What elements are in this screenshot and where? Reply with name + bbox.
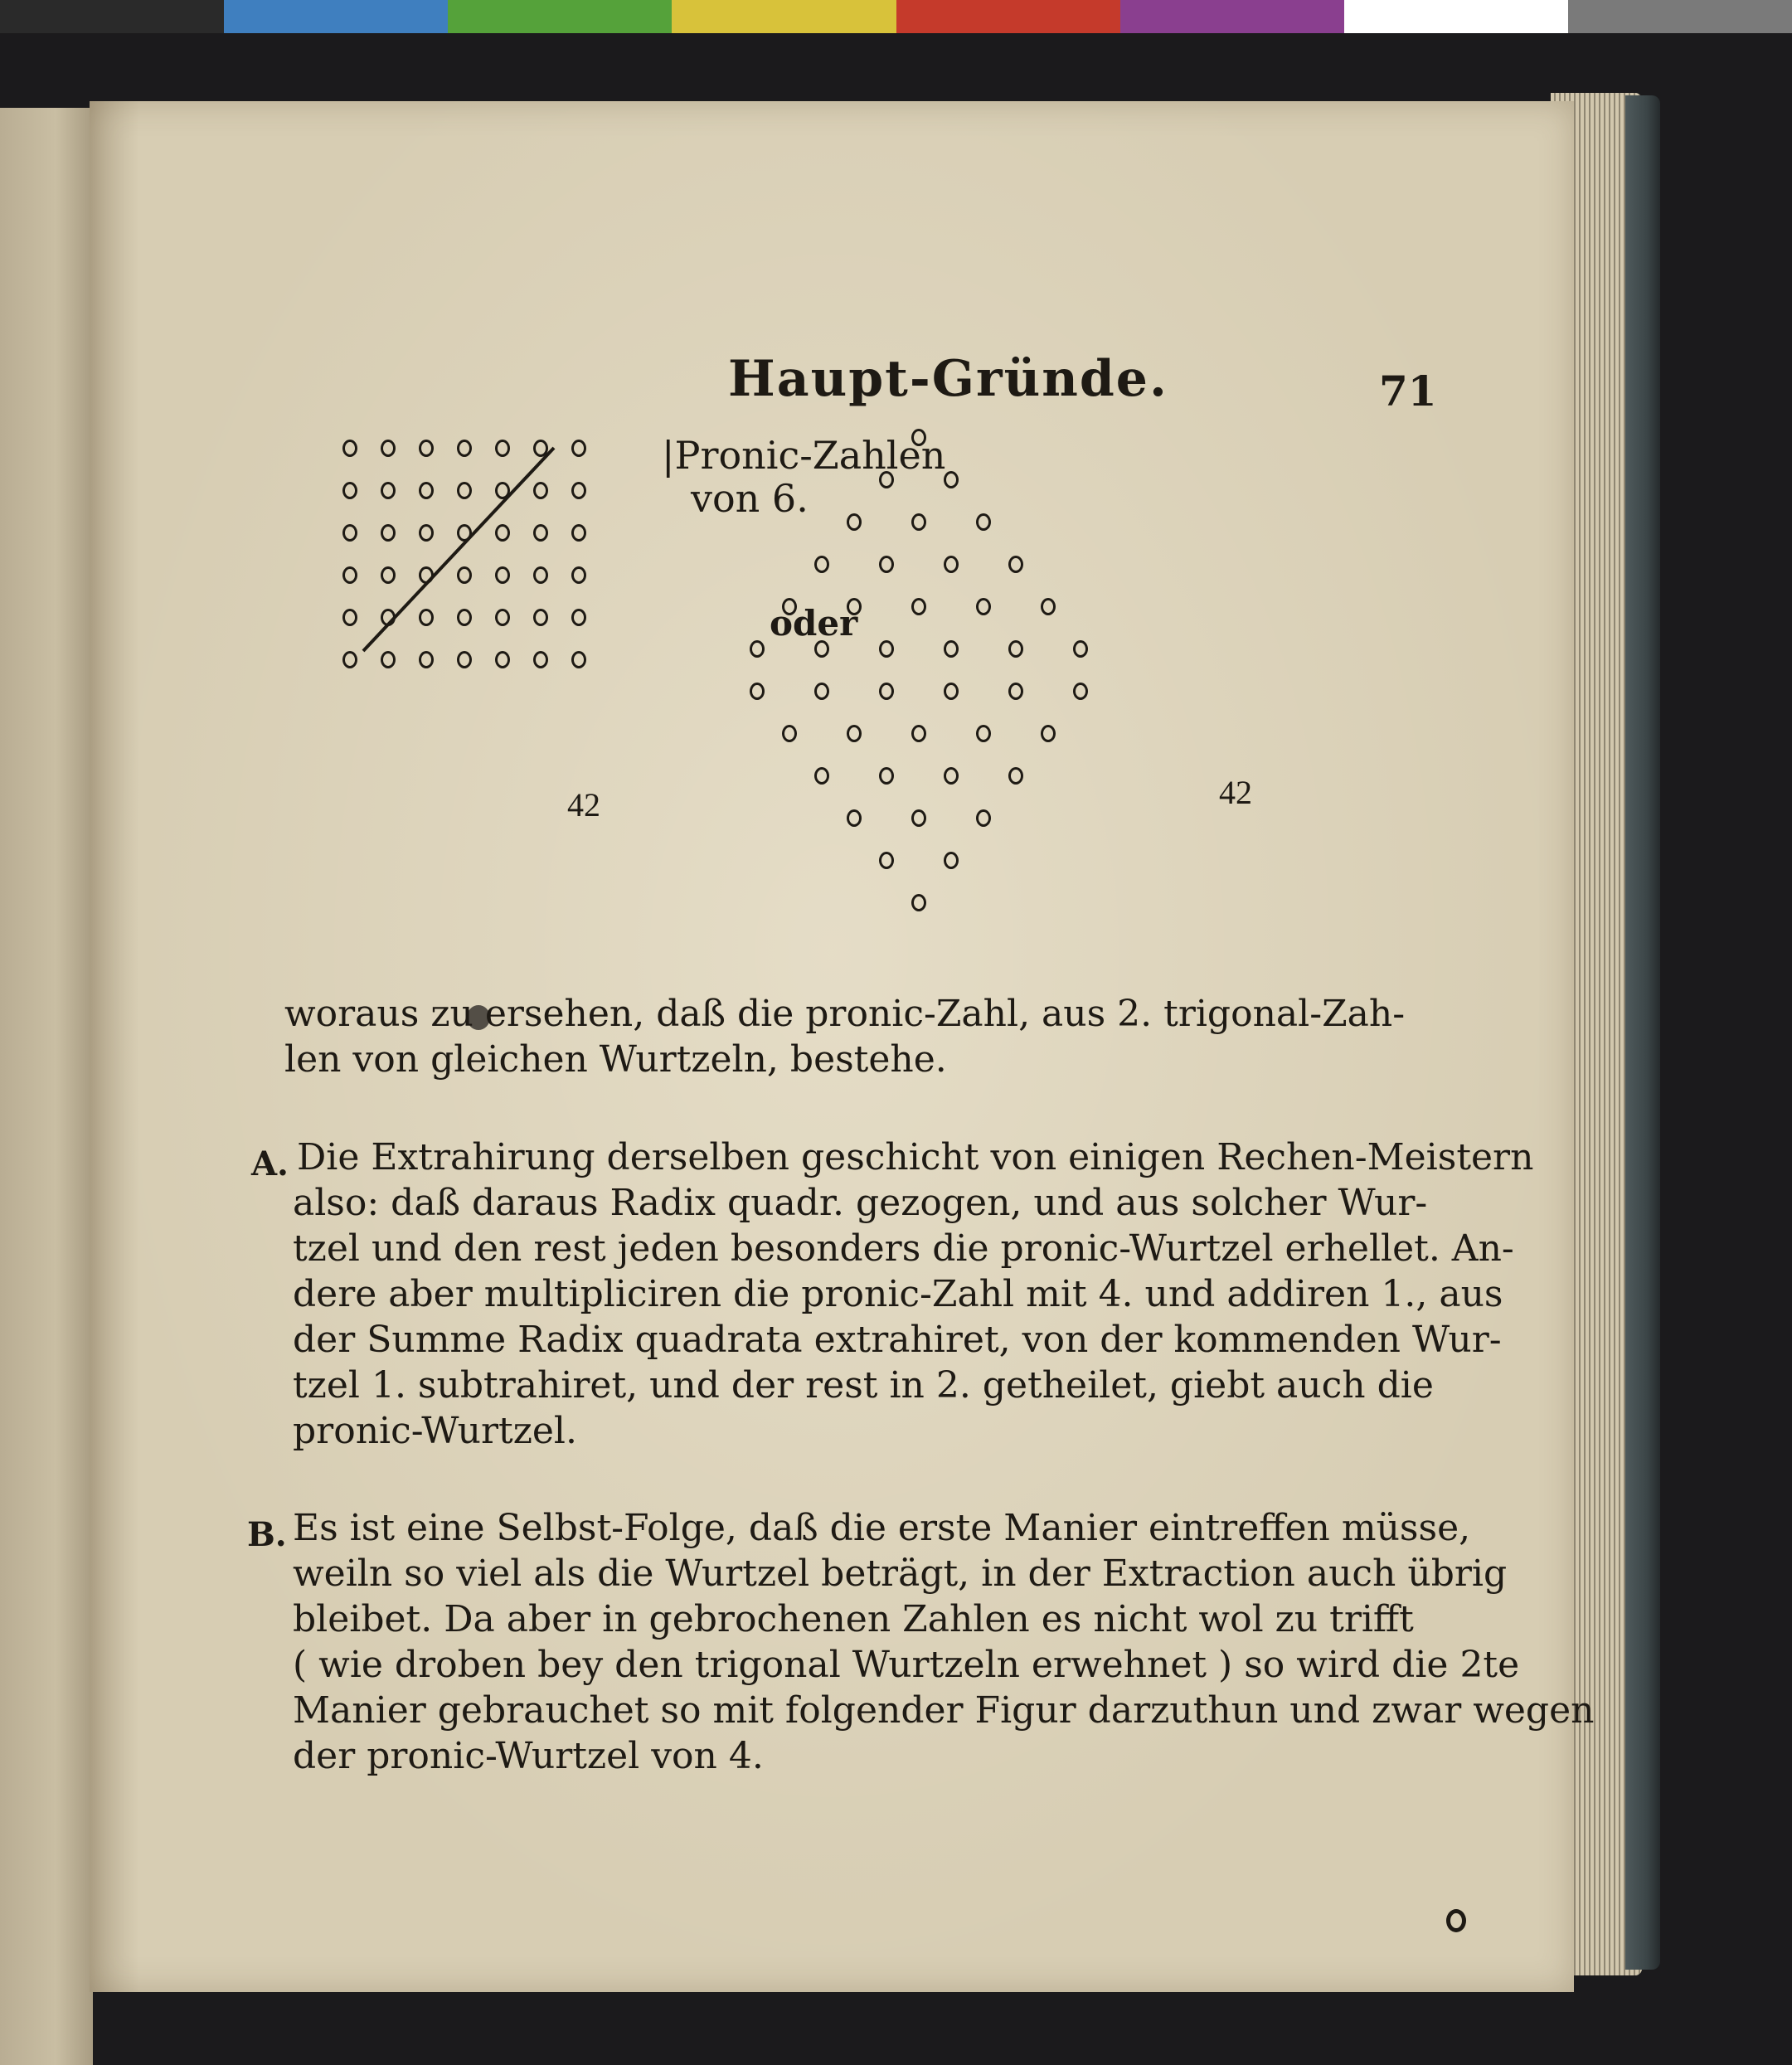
diamond-dot	[879, 556, 894, 573]
color-swatch	[1344, 0, 1568, 33]
diamond-dot	[847, 809, 862, 827]
diamond-dot	[911, 894, 926, 911]
left-page-edge	[0, 108, 93, 2065]
diamond-dot	[1073, 640, 1088, 658]
figure-caption-line-1: |Pronic-Zahlen	[662, 433, 946, 478]
diamond-dot	[1008, 683, 1023, 700]
diamond-dot	[814, 640, 829, 658]
color-swatch	[448, 0, 672, 33]
catchword-circle	[1446, 1909, 1466, 1932]
diamond-dot	[944, 852, 959, 869]
para-b-line: bleibet. Da aber in gebrochenen Zahlen es nicht wol zu trifft	[293, 1598, 1414, 1640]
para-a-line: Die Extrahirung derselben geschicht von einigen Rechen-Meistern	[297, 1136, 1534, 1178]
diamond-dot	[911, 429, 926, 446]
paragraph-a-marker: A.	[251, 1144, 289, 1183]
para-b-line: ( wie droben bey den trigonal Wurtzeln erwehnet ) so wird die 2te	[293, 1644, 1520, 1686]
book-page	[90, 101, 1595, 1992]
page-number: 71	[1379, 367, 1437, 415]
para-a-line: dere aber multipliciren die pronic-Zahl mit 4. und addiren 1., aus	[293, 1273, 1503, 1315]
diamond-dot	[976, 725, 991, 742]
diamond-dot	[911, 598, 926, 615]
diamond-dot	[814, 767, 829, 785]
diamond-dot	[1073, 683, 1088, 700]
para-b-line: der pronic-Wurtzel von 4.	[293, 1735, 764, 1777]
diamond-dot	[782, 598, 797, 615]
diamond-dot	[814, 683, 829, 700]
diamond-dot	[879, 683, 894, 700]
intro-line: len von gleichen Wurtzeln, bestehe.	[284, 1038, 947, 1081]
diamond-dot	[944, 640, 959, 658]
diamond-dot	[879, 852, 894, 869]
para-b-line: weiln so viel als die Wurtzel beträgt, in der Extraction auch übrig	[293, 1552, 1508, 1595]
diamond-dot	[944, 471, 959, 488]
para-a-line: also: daß daraus Radix quadr. gezogen, und aus solcher Wur-	[293, 1182, 1428, 1224]
diamond-dot	[1008, 767, 1023, 785]
diamond-dot	[879, 767, 894, 785]
diamond-dot	[976, 598, 991, 615]
diamond-dot	[879, 471, 894, 488]
color-swatch	[1120, 0, 1344, 33]
diamond-dot	[1041, 725, 1056, 742]
diamond-dot	[750, 683, 765, 700]
para-a-line: tzel und den rest jeden besonders die pronic-Wurtzel erhellet. An-	[293, 1227, 1514, 1270]
diamond-dot	[976, 809, 991, 827]
diamond-dot	[976, 513, 991, 531]
color-swatch	[0, 0, 224, 33]
intro-line: woraus zu ersehen, daß die pronic-Zahl, aus 2. trigonal-Zah-	[284, 993, 1406, 1035]
color-swatch	[896, 0, 1120, 33]
diamond-dot	[1008, 556, 1023, 573]
diamond-dot	[1008, 640, 1023, 658]
diamond-dot	[879, 640, 894, 658]
diamond-dot	[782, 725, 797, 742]
figure-caption-line-2: von 6.	[691, 476, 809, 521]
book-cover-edge	[1625, 95, 1660, 1970]
diamond-dot	[847, 598, 862, 615]
diamond-dot	[944, 556, 959, 573]
para-a-line: der Summe Radix quadrata extrahiret, von der kommenden Wur-	[293, 1319, 1502, 1361]
para-b-line: Manier gebrauchet so mit folgender Figur darzuthun und zwar wegen	[293, 1689, 1595, 1732]
diamond-dot	[911, 513, 926, 531]
paragraph-b-marker: B.	[247, 1515, 287, 1554]
diamond-dot	[911, 809, 926, 827]
diamond-dot	[847, 513, 862, 531]
para-b-line: Es ist eine Selbst-Folge, daß die erste Manier eintreffen müsse,	[293, 1507, 1471, 1549]
diamond-dot	[911, 725, 926, 742]
color-swatch	[224, 0, 448, 33]
oder-label: oder	[770, 603, 858, 644]
para-a-line: pronic-Wurtzel.	[293, 1410, 577, 1452]
diamond-dot	[814, 556, 829, 573]
color-swatch	[672, 0, 896, 33]
color-swatch	[1568, 0, 1792, 33]
diamond-dot	[750, 640, 765, 658]
square-figure-total: 42	[567, 786, 600, 824]
para-a-line: tzel 1. subtrahiret, und der rest in 2. getheilet, giebt auch die	[293, 1364, 1434, 1407]
running-head: Haupt-Gründe.	[728, 350, 1168, 408]
diamond-dot	[847, 725, 862, 742]
color-calibration-strip	[0, 0, 1792, 33]
diamond-dot	[944, 683, 959, 700]
diamond-dot	[1041, 598, 1056, 615]
diamond-figure-total: 42	[1219, 774, 1252, 811]
diamond-dot	[944, 767, 959, 785]
